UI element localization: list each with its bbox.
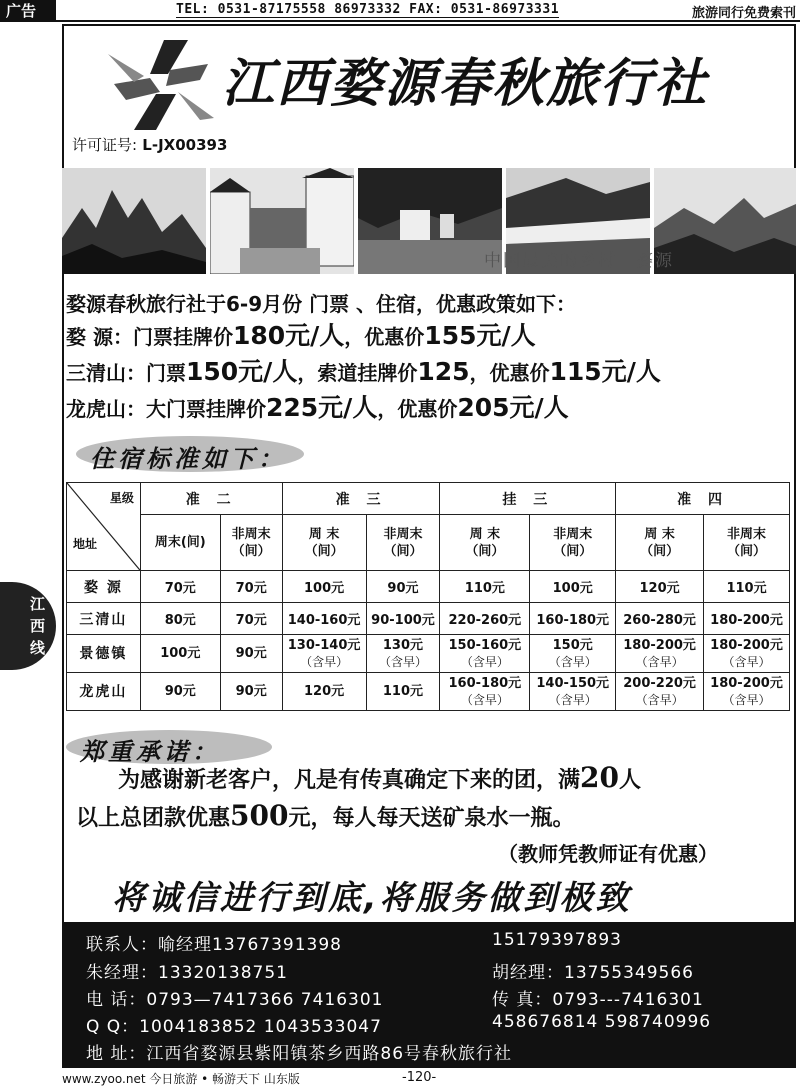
rate-cell: [704, 635, 790, 673]
pledge-line-1: [118, 762, 641, 796]
rate-value: 90元: [235, 645, 267, 661]
rate-value: 90元: [235, 683, 267, 699]
rate-value: 160-180元: [448, 675, 522, 691]
contact-phone-2: 15179397893: [492, 930, 622, 950]
table-row: [67, 673, 790, 711]
photo-strip: [62, 168, 796, 274]
weekday-label: 非周末: [727, 526, 767, 542]
row-place: 景德镇: [67, 635, 141, 673]
rate-value: 150元: [552, 637, 593, 653]
promo-line-wuyuan: [66, 322, 536, 351]
rate-cell: [530, 571, 616, 603]
rate-value: 140-160元: [287, 613, 361, 628]
breakfast-note: （含早）: [722, 692, 771, 707]
rate-value: 90元: [387, 581, 419, 596]
top-contact-line: TEL: 0531-87175558 86973332 FAX: 0531-86973331: [176, 2, 560, 17]
weekend-label: 周 末: [469, 526, 501, 542]
pledge-text: 以上总团款优惠: [76, 805, 231, 831]
rate-cell: [440, 635, 530, 673]
weekday-header: [220, 515, 282, 571]
rate-cell: [140, 571, 220, 603]
unit-label: （间）: [640, 543, 680, 559]
side-tab-char: 西: [30, 617, 46, 635]
side-tab-char: 江: [30, 595, 46, 613]
rate-cell: [366, 673, 440, 711]
grade-header: 准 四: [616, 483, 790, 515]
mountain-peaks-photo: [62, 168, 206, 274]
rate-value: 90-100元: [371, 613, 435, 628]
breakfast-note: （含早）: [635, 654, 684, 669]
weekday-label: 非周末: [231, 526, 271, 542]
rate-value: 100元: [304, 581, 345, 596]
promo-price: 155元/人: [424, 321, 536, 350]
unit-label: （间）: [465, 543, 505, 559]
rate-cell: [140, 635, 220, 673]
table-row: [67, 603, 790, 635]
waterfall-photo: [358, 168, 502, 274]
rate-value: 90元: [164, 683, 196, 699]
region-side-tab: [0, 582, 56, 670]
rate-value: 180-200元: [710, 613, 783, 628]
pledge-text: 为感谢新老客户，凡是有传真确定下来的团，满: [118, 767, 581, 793]
weekday-label: 非周末: [553, 526, 593, 542]
slogan: 将诚信进行到底,将服务做到极致: [112, 878, 632, 917]
rate-cell: [616, 571, 704, 603]
misty-mountains-photo: [654, 168, 796, 274]
promo-price: 225元/人: [266, 393, 378, 422]
rate-value: 150-160元: [448, 637, 522, 653]
rate-cell: [282, 571, 366, 603]
rate-cell: [616, 603, 704, 635]
table-row: [67, 571, 790, 603]
rate-cell: [704, 571, 790, 603]
rate-value: 180-200元: [710, 675, 783, 691]
rate-value: 70元: [164, 581, 196, 596]
rate-cell: [530, 673, 616, 711]
rate-cell: [440, 603, 530, 635]
promo-text: 门票: [146, 361, 186, 385]
promo-price: 125: [417, 357, 470, 386]
contact-telephone: 电 话：0793—7417366 7416301: [86, 990, 384, 1010]
rate-value: 120元: [639, 581, 680, 596]
rate-value: 110元: [382, 683, 424, 699]
rate-value: 80元: [164, 613, 196, 628]
top-right-text: 旅游同行免费索刊: [691, 6, 796, 21]
weekday-header: [530, 515, 616, 571]
rate-value: 70元: [235, 581, 267, 596]
rate-cell: [220, 635, 282, 673]
rate-cell: [366, 603, 440, 635]
unit-label: （间）: [304, 543, 344, 559]
rate-cell: [616, 673, 704, 711]
breakfast-note: （含早）: [722, 654, 771, 669]
company-logo-icon: [104, 34, 216, 134]
promo-text: 大门票挂牌价: [146, 397, 266, 421]
promo-text: ，优惠价: [377, 397, 458, 421]
weekend-header: 周末(间): [140, 515, 220, 571]
rate-value: 120元: [304, 683, 345, 699]
contact-qq: Q Q：1004183852 1043533047: [86, 1017, 382, 1037]
footer-text: www.zyoo.net 今日旅游 • 畅游天下 山东版: [62, 1072, 300, 1086]
weekday-header: [704, 515, 790, 571]
grade-header: 准 三: [282, 483, 440, 515]
license-label: 许可证号:: [72, 136, 138, 154]
table-body: [67, 571, 790, 711]
table-subheader-row: [67, 515, 790, 571]
lodging-rates-table: [66, 482, 790, 711]
rate-cell: [140, 673, 220, 711]
unit-label: （间）: [231, 543, 271, 559]
rate-cell: [366, 571, 440, 603]
breakfast-note: （含早）: [460, 654, 509, 669]
weekend-header: [282, 515, 366, 571]
promo-place: 三清山：: [66, 361, 146, 385]
row-place: 三清山: [67, 603, 141, 635]
promo-line-sanqingshan: [66, 358, 661, 387]
contact-box: [62, 922, 796, 1068]
promo-intro: 婺源春秋旅行社于6-9月份 门票 、住宿，优惠政策如下：: [66, 292, 577, 316]
breakfast-note: （含早）: [635, 692, 684, 707]
promo-text: ，优惠价: [469, 361, 550, 385]
contact-zhu: 朱经理：13320138751: [86, 963, 288, 983]
rate-cell: [282, 603, 366, 635]
rate-cell: [704, 603, 790, 635]
village-photo: [210, 168, 354, 274]
rate-value: 160-180元: [536, 613, 610, 628]
contact-hu: 胡经理：13755349566: [492, 963, 694, 983]
promo-text: 门票挂牌价: [132, 325, 233, 349]
contact-qq-2: 458676814 598740996: [492, 1012, 712, 1032]
rate-value: 110元: [464, 581, 505, 596]
photo-caption: 中国最美的乡村—婺源: [484, 251, 674, 271]
weekday-label: 非周末: [383, 526, 423, 542]
rate-value: 110元: [726, 581, 767, 596]
rate-value: 260-280元: [623, 613, 696, 628]
weekend-header: [440, 515, 530, 571]
rate-value: 200-220元: [623, 675, 696, 691]
table-row: [67, 635, 790, 673]
pledge-text: 元，每人每天送矿泉水一瓶。: [288, 805, 575, 831]
corner-place-label: 地址: [73, 537, 98, 551]
row-place: 婺 源: [67, 571, 141, 603]
unit-label: （间）: [383, 543, 423, 559]
rate-value: 180-200元: [710, 637, 783, 653]
rate-value: 130元: [382, 637, 424, 653]
rate-cell: [440, 571, 530, 603]
page-number: -120-: [402, 1070, 437, 1085]
teacher-discount: （教师凭教师证有优惠）: [498, 842, 718, 866]
rate-cell: [616, 635, 704, 673]
pledge-line-2: [76, 800, 574, 834]
promo-price: 150元/人: [186, 357, 298, 386]
contact-fax: 传 真：0793---7416301: [492, 990, 704, 1010]
promo-price: 115元/人: [549, 357, 661, 386]
rate-cell: [366, 635, 440, 673]
grade-header: 挂 三: [440, 483, 616, 515]
rate-cell: [282, 673, 366, 711]
row-place: 龙虎山: [67, 673, 141, 711]
rate-value: 130-140元: [287, 637, 361, 653]
rate-cell: [530, 635, 616, 673]
promo-text: ，优惠价: [344, 325, 425, 349]
rate-cell: [140, 603, 220, 635]
grade-header: 准 二: [140, 483, 282, 515]
rate-cell: [220, 603, 282, 635]
breakfast-note: （含早）: [460, 692, 509, 707]
promo-place: 龙虎山：: [66, 397, 146, 421]
top-bar: [0, 0, 800, 22]
promo-price: 205元/人: [457, 393, 569, 422]
table-corner-cell: [67, 483, 141, 571]
pledge-number: 20: [580, 761, 619, 794]
lodging-banner: 住宿标准如下：: [90, 445, 286, 473]
contact-person: 联系人：喻经理13767391398: [86, 935, 342, 955]
ad-tag: 广告: [0, 0, 56, 22]
rate-cell: [530, 603, 616, 635]
promo-price: 180元/人: [232, 321, 345, 350]
contact-address: 地 址：江西省婺源县紫阳镇茶乡西路86号春秋旅行社: [86, 1044, 513, 1064]
rate-value: 140-150元: [536, 675, 610, 691]
unit-label: （间）: [727, 543, 767, 559]
rate-value: 100元: [160, 645, 201, 661]
pledge-banner: 郑重承诺：: [80, 738, 220, 766]
breakfast-note: （含早）: [548, 654, 597, 669]
promo-line-longhushan: [66, 394, 569, 423]
pledge-number: 500: [230, 799, 289, 832]
rate-cell: [282, 635, 366, 673]
rate-cell: [704, 673, 790, 711]
rate-value: 220-260元: [448, 613, 522, 628]
footer: [62, 1070, 622, 1088]
rate-value: 180-200元: [623, 637, 696, 653]
weekday-header: [366, 515, 440, 571]
rate-value: 70元: [235, 613, 267, 628]
company-name: 江西婺源春秋旅行社: [222, 53, 709, 114]
weekend-label: 周 末: [644, 526, 675, 542]
unit-label: （间）: [553, 543, 593, 559]
corner-star-label: 星级: [109, 491, 134, 505]
weekend-label: 周 末: [308, 526, 340, 542]
promo-text: ，索道挂牌价: [297, 361, 418, 385]
rate-cell: [220, 571, 282, 603]
breakfast-note: （含早）: [548, 692, 597, 707]
breakfast-note: （含早）: [300, 654, 349, 669]
table-header-row: [67, 483, 790, 515]
weekend-header: [616, 515, 704, 571]
promo-place: 婺 源：: [66, 325, 133, 349]
license-value: L-JX00393: [142, 136, 228, 154]
side-tab-char: 线: [30, 639, 46, 657]
rate-cell: [220, 673, 282, 711]
pledge-text: 人: [618, 767, 641, 793]
license-number: [72, 134, 227, 155]
rate-cell: [440, 673, 530, 711]
breakfast-note: （含早）: [378, 654, 427, 669]
rate-value: 100元: [552, 581, 593, 596]
